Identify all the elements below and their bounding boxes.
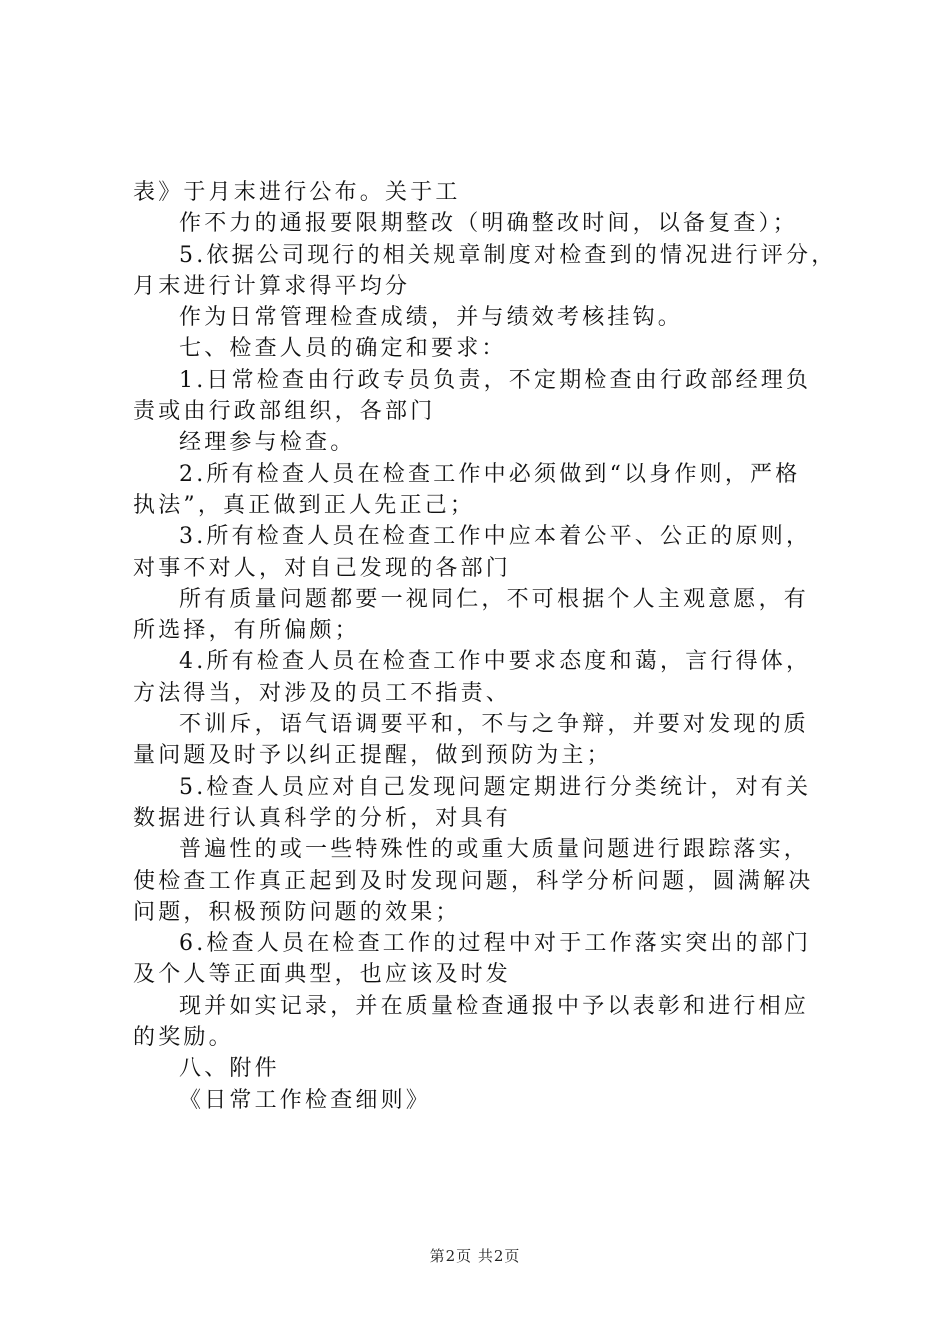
text-line: 5.依据公司现行的相关规章制度对检查到的情况进行评分， bbox=[179, 242, 837, 268]
text-line: 5.检查人员应对自己发现问题定期进行分类统计，对有关 bbox=[179, 774, 812, 800]
text-line: 使检查工作真正起到及时发现问题，科学分析问题，圆满解决 bbox=[133, 868, 814, 894]
text-line: 经理参与检查。 bbox=[179, 430, 356, 456]
text-line: 对事不对人，对自己发现的各部门 bbox=[133, 555, 512, 581]
text-line: 4.所有检查人员在检查工作中要求态度和蔼，言行得体， bbox=[179, 649, 812, 675]
page-footer: 第2页 共2页 bbox=[429, 1247, 521, 1265]
text-line: 方法得当，对涉及的员工不指责、 bbox=[133, 680, 512, 706]
text-line: 作不力的通报要限期整改（明确整改时间，以备复查）； bbox=[179, 211, 799, 237]
text-line: 责或由行政部组织，各部门 bbox=[133, 399, 436, 425]
text-line: 《日常工作检查细则》 bbox=[179, 1087, 432, 1113]
text-line: 2.所有检查人员在检查工作中必须做到“以身作则，严格 bbox=[179, 461, 801, 487]
text-line: 月末进行计算求得平均分 bbox=[133, 273, 411, 299]
text-line: 的奖励。 bbox=[133, 1025, 234, 1051]
text-line: 执法”，真正做到正人先正己； bbox=[133, 492, 476, 518]
text-line: 6.检查人员在检查工作的过程中对于工作落实突出的部门 bbox=[179, 931, 812, 957]
text-line: 作为日常管理检查成绩，并与绩效考核挂钩。 bbox=[179, 305, 684, 331]
text-line: 不训斥，语气语调要平和，不与之争辩，并要对发现的质 bbox=[179, 712, 810, 738]
text-line: 问题，积极预防问题的效果； bbox=[133, 899, 461, 925]
text-line: 量问题及时予以纠正提醒，做到预防为主； bbox=[133, 743, 612, 769]
text-line: 八、附件 bbox=[179, 1056, 280, 1082]
document-body bbox=[133, 177, 837, 1116]
text-line: 所选择，有所偏颇； bbox=[133, 618, 360, 644]
text-line: 1.日常检查由行政专员负责，不定期检查由行政部经理负 bbox=[179, 367, 812, 393]
text-line: 及个人等正面典型，也应该及时发 bbox=[133, 962, 512, 988]
text-line: 现并如实记录，并在质量检查通报中予以表彰和进行相应 bbox=[179, 993, 810, 1019]
text-line: 七、检查人员的确定和要求： bbox=[179, 336, 507, 362]
text-line: 所有质量问题都要一视同仁，不可根据个人主观意愿，有 bbox=[179, 586, 810, 612]
text-line: 普遍性的或一些特殊性的或重大质量问题进行跟踪落实， bbox=[179, 837, 810, 863]
text-line: 3.所有检查人员在检查工作中应本着公平、公正的原则， bbox=[179, 524, 812, 550]
text-line: 数据进行认真科学的分析，对具有 bbox=[133, 805, 512, 831]
text-line: 表》于月末进行公布。关于工 bbox=[133, 180, 461, 205]
